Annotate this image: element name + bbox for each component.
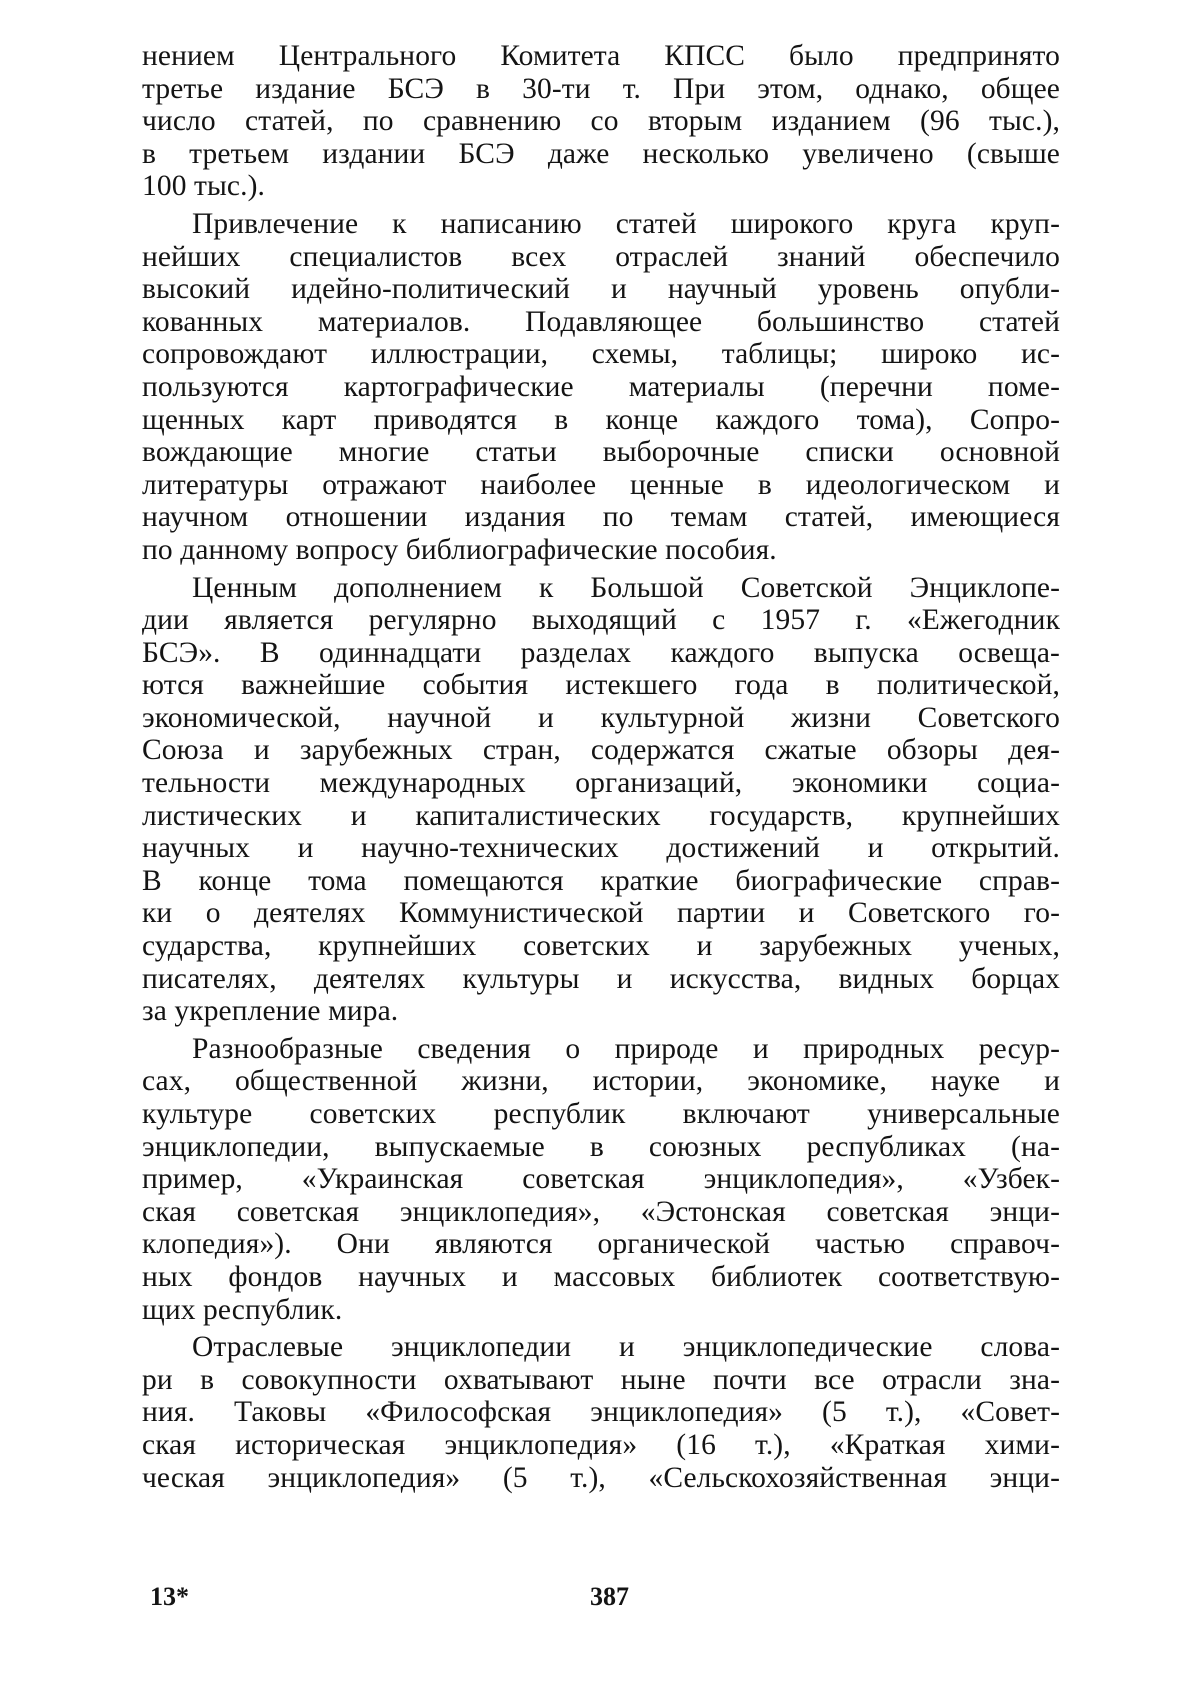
paragraph-4 xyxy=(142,1033,1060,1326)
page-footer xyxy=(0,1582,1190,1622)
text-line: сопровождают иллюстрации, схемы, таблицы; широко ис- xyxy=(142,338,1060,371)
text-line: ская историческая энциклопедия» (16 т.), «Краткая хими- xyxy=(142,1428,1060,1461)
text-line: пример, «Украинская советская энциклопедия», «Узбек- xyxy=(142,1163,1060,1196)
text-line: научных и научно-технических достижений и открытий. xyxy=(142,832,1060,865)
text-line: Союза и зарубежных стран, содержатся сжатые обзоры дея- xyxy=(142,734,1060,767)
paragraph-1 xyxy=(142,40,1060,203)
text-line: экономической, научной и культурной жизни Советского xyxy=(142,701,1060,734)
text-line: БСЭ». В одиннадцати разделах каждого выпуска освеща- xyxy=(142,636,1060,669)
text-line: листических и капиталистических государств, крупнейших xyxy=(142,799,1060,832)
paragraph-3 xyxy=(142,572,1060,1028)
text-line: нейших специалистов всех отраслей знаний обеспечило xyxy=(142,240,1060,273)
text-line: число статей, по сравнению со вторым изданием (96 тыс.), xyxy=(142,105,1060,138)
text-line: В конце тома помещаются краткие биографические справ- xyxy=(142,864,1060,897)
paragraph-2 xyxy=(142,208,1060,567)
text-line: по данному вопросу библиографические пособия. xyxy=(142,533,777,566)
text-line: нением Центрального Комитета КПСС было предпринято xyxy=(142,40,1060,72)
text-line: вождающие многие статьи выборочные списки основной xyxy=(142,436,1060,469)
text-line: научном отношении издания по темам статей, имеющиеся xyxy=(142,501,1060,534)
text-line: за укрепление мира. xyxy=(142,995,399,1028)
text-line: писателях, деятелях культуры и искусства, видных борцах xyxy=(142,962,1060,995)
text-line: ческая энциклопедия» (5 т.), «Сельскохозяйственная энци- xyxy=(142,1461,1060,1494)
text-line: дии является регулярно выходящий с 1957 г. «Ежегодник xyxy=(142,604,1060,637)
text-line: в третьем издании БСЭ даже несколько увеличено (свыше xyxy=(142,137,1060,170)
page-number: 387 xyxy=(590,1582,629,1611)
text-line: ри в совокупности охватывают ныне почти все отрасли зна- xyxy=(142,1363,1060,1396)
text-line: 100 тыс.). xyxy=(142,170,266,203)
text-line: Разнообразные сведения о природе и природных ресур- xyxy=(192,1032,1060,1065)
text-line: пользуются картографические материалы (перечни поме- xyxy=(142,370,1060,403)
text-line: сах, общественной жизни, истории, экономике, науке и xyxy=(142,1065,1060,1098)
text-line: Отраслевые энциклопедии и энциклопедические слова- xyxy=(192,1331,1060,1364)
text-line: культуре советских республик включают универсальные xyxy=(142,1098,1060,1130)
text-line: клопедия»). Они являются органической частью справоч- xyxy=(142,1228,1060,1261)
text-line: ных фондов научных и массовых библиотек соответствую- xyxy=(142,1260,1060,1293)
text-line: третье издание БСЭ в 30-ти т. При этом, однако, общее xyxy=(142,72,1060,105)
text-line: ния. Таковы «Философская энциклопедия» (5 т.), «Совет- xyxy=(142,1396,1060,1429)
text-line: щих республик. xyxy=(142,1293,343,1326)
text-line: сударства, крупнейших советских и зарубежных ученых, xyxy=(142,930,1060,963)
text-line: тельности международных организаций, экономики социа- xyxy=(142,767,1060,800)
page-body xyxy=(142,40,1060,1540)
text-line: ская советская энциклопедия», «Эстонская советская энци- xyxy=(142,1195,1060,1228)
text-line: Привлечение к написанию статей широкого круга круп- xyxy=(192,207,1060,240)
text-line: литературы отражают наиболее ценные в идеологическом и xyxy=(142,468,1060,501)
text-line: ются важнейшие события истекшего года в политической, xyxy=(142,669,1060,702)
text-line: энциклопедии, выпускаемые в союзных республиках (на- xyxy=(142,1130,1060,1163)
text-line: кованных материалов. Подавляющее большинство статей xyxy=(142,305,1060,338)
paragraph-5 xyxy=(142,1331,1060,1494)
text-line: щенных карт приводятся в конце каждого тома), Сопро- xyxy=(142,403,1060,436)
text-line: ки о деятелях Коммунистической партии и Советского го- xyxy=(142,897,1060,930)
signature-mark: 13* xyxy=(150,1582,189,1611)
text-line: Ценным дополнением к Большой Советской Энциклопе- xyxy=(192,571,1060,604)
text-line: высокий идейно-политический и научный уровень опубли- xyxy=(142,273,1060,306)
